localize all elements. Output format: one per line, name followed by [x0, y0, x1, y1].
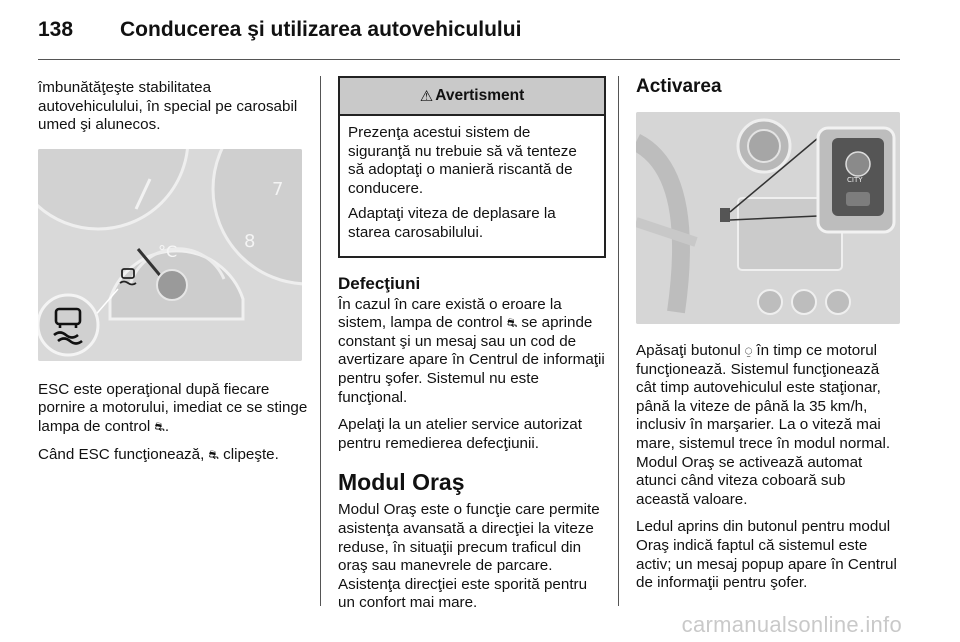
- city-mode-icon: ⍜: [744, 344, 753, 358]
- activation-paragraph-1: Apăsaţi butonul ⍜ în timp ce motorul funcţionează. Sistemul funcţionează cât timp autovehiculul este staţionar, până la viteze de până la 35 km/h, inclusiv în marşarier. La o viteză mai mare, sistemul trece în modul normal. Modul Oraş se activează automat atunci când viteza coboară sub această valoare.: [636, 342, 891, 508]
- column-2: [338, 76, 606, 622]
- dashboard-svg: [636, 112, 900, 324]
- intro-paragraph: îmbunătăţeşte stabilitatea autovehiculului, în special pe carosabil umed şi alunecos.: [38, 79, 298, 134]
- page-header: [38, 14, 900, 54]
- warning-paragraph-1: Prezenţa acestui sistem de siguranţă nu trebuie să vă tenteze să adoptaţi o manieră riscantă de conducere.: [348, 124, 577, 197]
- page-title: Conducerea şi utilizarea autovehiculului: [120, 18, 522, 41]
- defects-paragraph-2: Apelaţi la un atelier service autorizat pentru remedierea defecţiunii.: [338, 416, 582, 452]
- warning-header: ⚠ Avertisment: [340, 78, 604, 116]
- warning-triangle-icon: ⚠: [419, 86, 434, 105]
- esc-lamp-icon: ⛐: [154, 419, 165, 434]
- city-mode-heading: Modul Oraş: [338, 469, 465, 496]
- header-divider: [38, 59, 900, 60]
- activation-heading: Activarea: [636, 76, 722, 97]
- warning-paragraph-2: Adaptaţi viteza de deplasare la starea carosabilului.: [348, 205, 556, 241]
- column-divider-2: [618, 76, 619, 606]
- column-divider-1: [320, 76, 321, 606]
- svg-text:8: 8: [244, 230, 256, 252]
- warning-box: [338, 76, 606, 258]
- column-3: [636, 76, 902, 602]
- defects-heading: Defecţiuni: [338, 273, 421, 293]
- esc-lamp-icon-3: ⛐: [506, 316, 518, 331]
- svg-text:7: 7: [272, 178, 284, 200]
- svg-text:CITY: CITY: [847, 176, 863, 184]
- warning-body: [340, 116, 604, 256]
- defects-paragraph-1: În cazul în care există o eroare la sistem, lampa de control ⛐ se aprinde constant şi un mesaj sau un cod de avertizare apare în Centrul de informaţii pentru şofer. Sistemul nu este funcţional.: [338, 295, 605, 406]
- svg-text:°C: °C: [158, 241, 178, 261]
- activation-paragraph-2: Ledul aprins din butonul pentru modul Oraş indică faptul că sistemul este activ; un mesaj popup apare în Centrul de informaţii pentru şofer.: [636, 518, 897, 592]
- gauge-svg: [38, 149, 302, 361]
- city-mode-paragraph: Modul Oraş este o funcţie care permite asistenţa avansată a direcţiei la viteze reduse, în situaţii precum traficul din oraş sau manevrele de parcare. Asistenţa direcţiei este sporită pentru un confort mai mare.: [338, 501, 600, 612]
- city-button-illustration: [636, 112, 900, 324]
- esc-paragraph-2: Când ESC funcţionează, ⛐ clipeşte.: [38, 445, 279, 463]
- esc-gauge-illustration: [38, 149, 302, 361]
- page-number: 138: [38, 18, 74, 41]
- watermark: carmanualsonline.info: [681, 612, 902, 637]
- esc-lamp-icon-2: ⛐: [208, 447, 219, 462]
- esc-paragraph-1: ESC este operaţional după fiecare pornire a motorului, imediat ce se stinge lampa de control ⛐.: [38, 380, 308, 435]
- column-1: [38, 79, 308, 473]
